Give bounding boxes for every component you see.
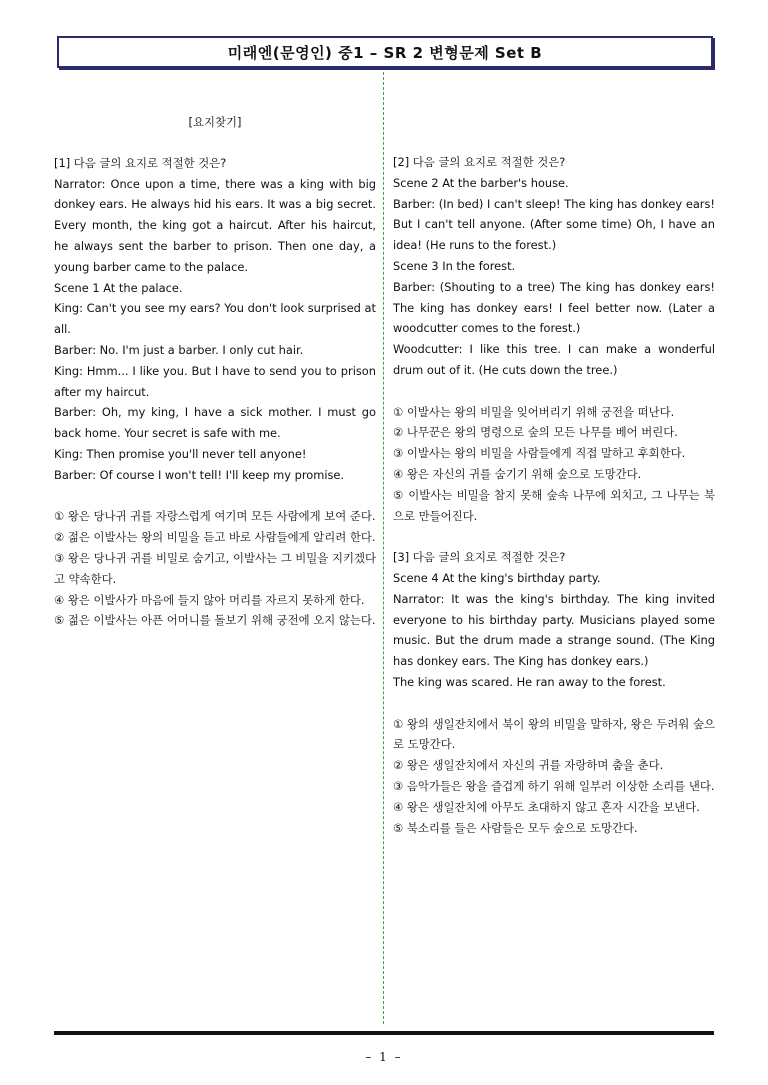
question-1-option: ② 젊은 이발사는 왕의 비밀을 듣고 바로 사람들에게 알리려 한다.: [54, 530, 376, 545]
question-3-passage-line: The king was scared. He ran away to the forest.: [393, 674, 666, 689]
question-1-passage-line: Barber: No. I'm just a barber. I only cut hair.: [54, 342, 304, 357]
spacer: [54, 486, 376, 507]
question-2-passage-line: Scene 3 In the forest.: [393, 258, 516, 273]
question-3-option: ⑤ 북소리를 들은 사람들은 모두 숲으로 도망간다.: [393, 820, 638, 835]
spacer: [393, 526, 715, 547]
question-1-option: ③ 왕은 당나귀 귀를 비밀로 숨기고, 이발사는 그 비밀을 지키겠다고 약속한다.: [54, 550, 376, 586]
question-1-option: ⑤ 젊은 이발사는 아픈 어머니를 돌보기 위해 궁전에 오지 않는다.: [54, 613, 376, 628]
question-3-option: ④ 왕은 생일잔치에 아무도 초대하지 않고 혼자 시간을 보낸다.: [393, 799, 700, 814]
header-box: [57, 36, 713, 68]
question-2-passage-line: Scene 2 At the barber's house.: [393, 175, 569, 190]
question-1-option: ④ 왕은 이발사가 마음에 들지 않아 머리를 자르지 못하게 한다.: [54, 592, 365, 607]
question-1-passage-line: Narrator: Once upon a time, there was a king with big donkey ears. He always hid his ears. It was a big secret. Every month, the king got a haircut. After his haircut, he always sent the barber to prison. Then one day, a young barber came to the palace.: [54, 176, 376, 274]
question-3-option: ① 왕의 생일잔치에서 북이 왕의 비밀을 말하자, 왕은 두려워 숲으로 도망간다.: [393, 716, 715, 752]
left-column: [54, 100, 376, 631]
document-title: 미래엔(문영인) 중1 – SR 2 변형문제 Set B: [227, 43, 543, 62]
question-2-option: ③ 이발사는 왕의 비밀을 사람들에게 직접 말하고 후회한다.: [393, 446, 686, 461]
question-1-heading: [1] 다음 글의 요지로 적절한 것은?: [54, 155, 227, 170]
question-1-passage-line: King: Then promise you'll never tell anyone!: [54, 446, 307, 461]
question-1-passage-line: Barber: Of course I won't tell! I'll keep my promise.: [54, 467, 345, 482]
question-1-passage-line: Scene 1 At the palace.: [54, 280, 183, 295]
question-2-passage-line: Barber: (Shouting to a tree) The king has donkey ears! The king has donkey ears! I feel better now. (Later a woodcutter comes to the forest.): [393, 279, 715, 336]
question-1-passage-line: Barber: Oh, my king, I have a sick mother. I must go back home. Your secret is safe with me.: [54, 405, 376, 441]
question-2-option: ① 이발사는 왕의 비밀을 잊어버리기 위해 궁전을 떠난다.: [393, 404, 675, 419]
question-3-passage-line: Scene 4 At the king's birthday party.: [393, 570, 601, 585]
question-1-passage-line: King: Can't you see my ears? You don't look surprised at all.: [54, 301, 376, 337]
right-column: [393, 152, 715, 838]
question-3-heading: [3] 다음 글의 요지로 적절한 것은?: [393, 550, 566, 565]
spacer: [393, 381, 715, 402]
section-label: [요지찾기]: [188, 115, 242, 129]
question-3-option: ③ 음악가들은 왕을 즐겁게 하기 위해 일부러 이상한 소리를 낸다.: [393, 778, 715, 793]
question-2-passage-line: Barber: (In bed) I can't sleep! The king has donkey ears! But I can't tell anyone. (After some time) Oh, I have an idea! (He runs to the forest.): [393, 196, 715, 253]
column-divider: [383, 72, 384, 1024]
question-2-heading: [2] 다음 글의 요지로 적절한 것은?: [393, 155, 566, 169]
question-2-option: ④ 왕은 자신의 귀를 숨기기 위해 숲으로 도망간다.: [393, 466, 642, 481]
question-3-option: ② 왕은 생일잔치에서 자신의 귀를 자랑하며 춤을 춘다.: [393, 758, 664, 773]
footer-rule: [54, 1031, 714, 1035]
question-2-option: ⑤ 이발사는 비밀을 참지 못해 숲속 나무에 외치고, 그 나무는 북으로 만들어진다.: [393, 487, 715, 523]
page-number: – 1 –: [365, 1050, 403, 1064]
question-1-option: ① 왕은 당나귀 귀를 자랑스럽게 여기며 모든 사람에게 보여 준다.: [54, 509, 376, 524]
question-2-passage-line: Woodcutter: I like this tree. I can make a wonderful drum out of it. (He cuts down the tree.): [393, 342, 715, 377]
question-2-option: ② 나무꾼은 왕의 명령으로 숲의 모든 나무를 베어 버린다.: [393, 425, 678, 440]
question-1-passage-line: King: Hmm... I like you. But I have to send you to prison after my haircut.: [54, 363, 376, 399]
question-3-passage-line: Narrator: It was the king's birthday. The king invited everyone to his birthday party. Musicians played some music. But the drum made a strange sound. (The King has donkey ears. The King has donkey ears.): [393, 591, 715, 669]
spacer: [393, 693, 715, 714]
